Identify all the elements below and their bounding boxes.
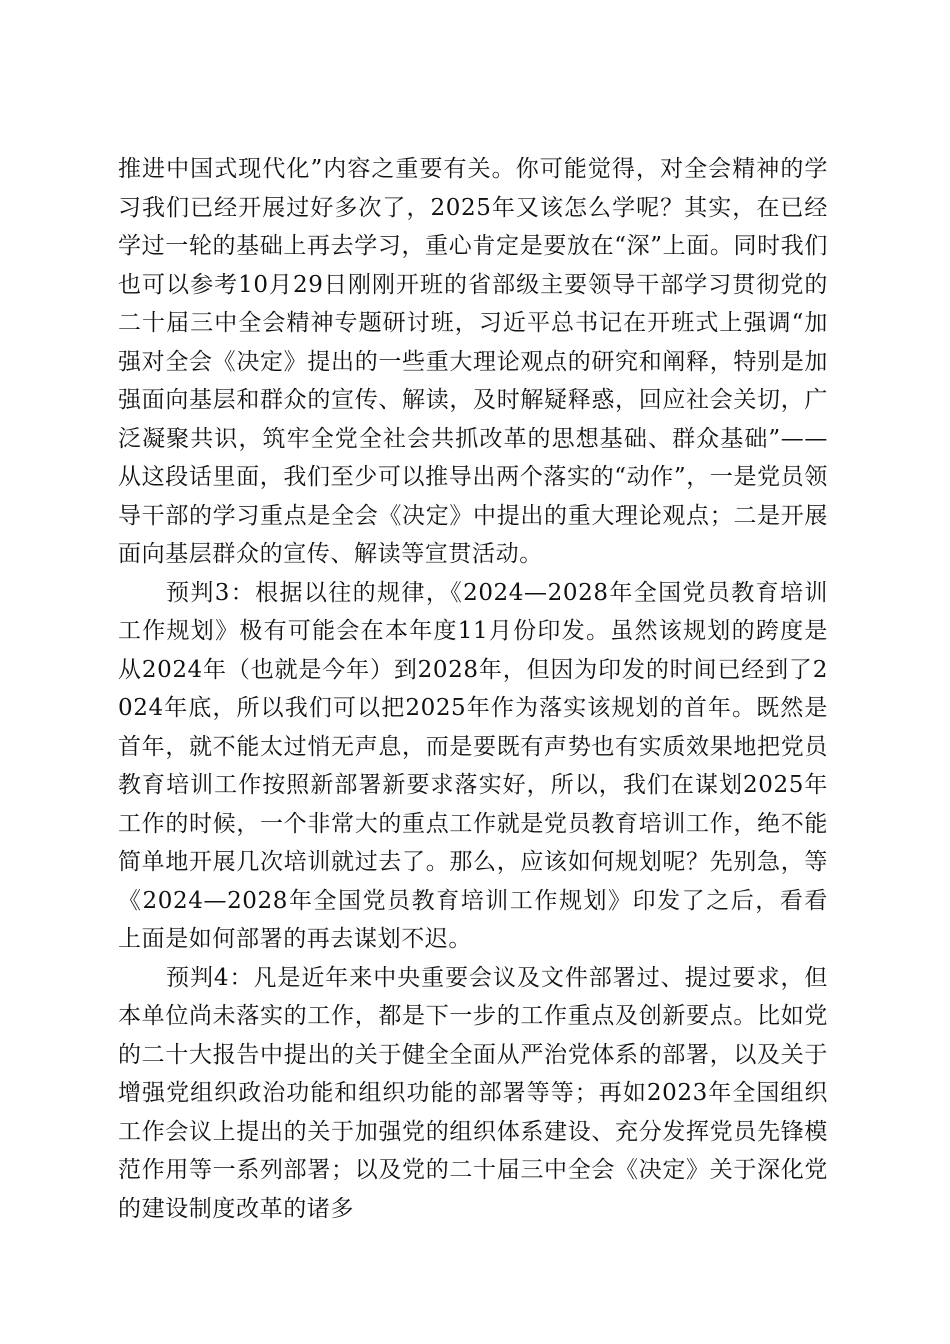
paragraph-continuation: 推进中国式现代化”内容之重要有关。你可能觉得，对全会精神的学习我们已经开展过好多次了，2025年又该怎么学呢？其实，在已经学过一轮的基础上再去学习，重心肯定是要放在“深”上面。同时我们也可以参考10月29日刚刚开班的省部级主要领导干部学习贯彻党的二十届三中全会精神专题研讨班，习近平总书记在开班式上强调“加强对全会《决定》提出的一些重大理论观点的研究和阐释，特别是加强面向基层和群众的宣传、解读，及时解疑释惑，回应社会关切，广泛凝聚共识，筑牢全党全社会共抓改革的思想基础、群众基础”——从这段话里面，我们至少可以推导出两个落实的“动作”，一是党员领导干部的学习重点是全会《决定》中提出的重大理论观点；二是开展面向基层群众的宣传、解读等宣贯活动。 [118,156,828,567]
document-page [118,150,828,1228]
paragraph-prediction-4: 预判4：凡是近年来中央重要会议及文件部署过、提过要求，但本单位尚未落实的工作，都是下一步的工作重点及创新要点。比如党的二十大报告中提出的关于健全全面从严治党体系的部署，以及关于增强党组织政治功能和组织功能的部署等等；再如2023年全国组织工作会议上提出的关于加强党的组织体系建设、充分发挥党员先锋模范作用等一系列部署；以及党的二十届三中全会《决定》关于深化党的建设制度改革的诸多 [118,964,828,1222]
paragraph-prediction-3: 预判3：根据以往的规律，《2024—2028年全国党员教育培训工作规划》极有可能会在本年度11月份印发。虽然该规划的跨度是从2024年（也就是今年）到2028年，但因为印发的时间已经到了2024年底，所以我们可以把2025年作为落实该规划的首年。既然是首年，就不能太过悄无声息，而是要既有声势也有实质效果地把党员教育培训工作按照新部署新要求落实好，所以，我们在谋划2025年工作的时候，一个非常大的重点工作就是党员教育培训工作，绝不能简单地开展几次培训就过去了。那么，应该如何规划呢？先别急，等《2024—2028年全国党员教育培训工作规划》印发了之后，看看上面是如何部署的再去谋划不迟。 [118,579,828,952]
